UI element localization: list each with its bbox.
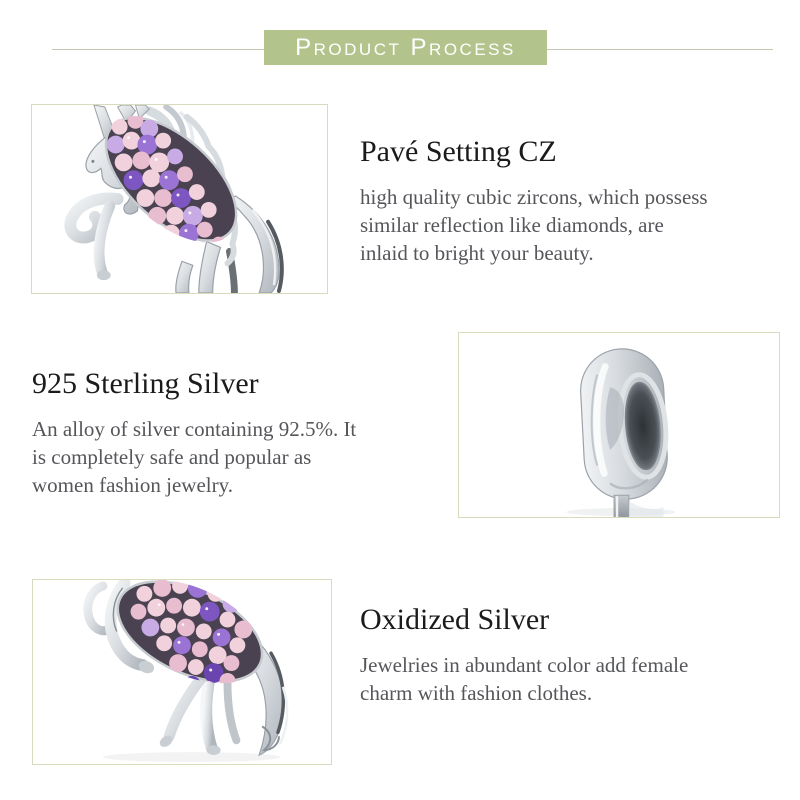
photo-unicorn-charm-upper: [31, 104, 328, 294]
unicorn-forelegs: [70, 198, 117, 280]
bead-post: [614, 495, 663, 517]
unicorn-hind-legs: [176, 242, 235, 293]
body-line: women fashion jewelry.: [32, 473, 233, 497]
feature-925-sterling-silver: [32, 366, 447, 499]
unicorn-charm-upper-illustration: [32, 105, 327, 293]
body-line: similar reflection like diamonds, are: [360, 213, 664, 237]
body-line: An alloy of silver containing 92.5%. It: [32, 417, 357, 441]
feature-heading: Oxidized Silver: [360, 603, 550, 636]
charm-reflection: [103, 752, 281, 762]
feature-body: [360, 651, 775, 707]
silver-bead-illustration: [459, 333, 779, 517]
feature-heading: 925 Sterling Silver: [32, 367, 259, 400]
body-line: inlaid to bright your beauty.: [360, 241, 594, 265]
feature-body: [360, 183, 775, 267]
unicorn-legs: [158, 675, 237, 755]
section-title-badge: [264, 30, 547, 65]
body-line: high quality cubic zircons, which possess: [360, 185, 708, 209]
feature-heading: Pavé Setting CZ: [360, 135, 557, 168]
body-line: Jewelries in abundant color add female: [360, 653, 689, 677]
feature-body: [32, 415, 447, 499]
unicorn-pave-body: [102, 580, 277, 702]
page-title: Product Process: [295, 33, 516, 61]
feature-pave-setting-cz: [360, 134, 775, 267]
unicorn-charm-lower-illustration: [33, 580, 331, 764]
feature-oxidized-silver: [360, 602, 775, 707]
photo-unicorn-charm-lower: [32, 579, 332, 765]
body-line: charm with fashion clothes.: [360, 681, 593, 705]
photo-silver-stopper-bead: [458, 332, 780, 518]
body-line: is completely safe and popular as: [32, 445, 312, 469]
